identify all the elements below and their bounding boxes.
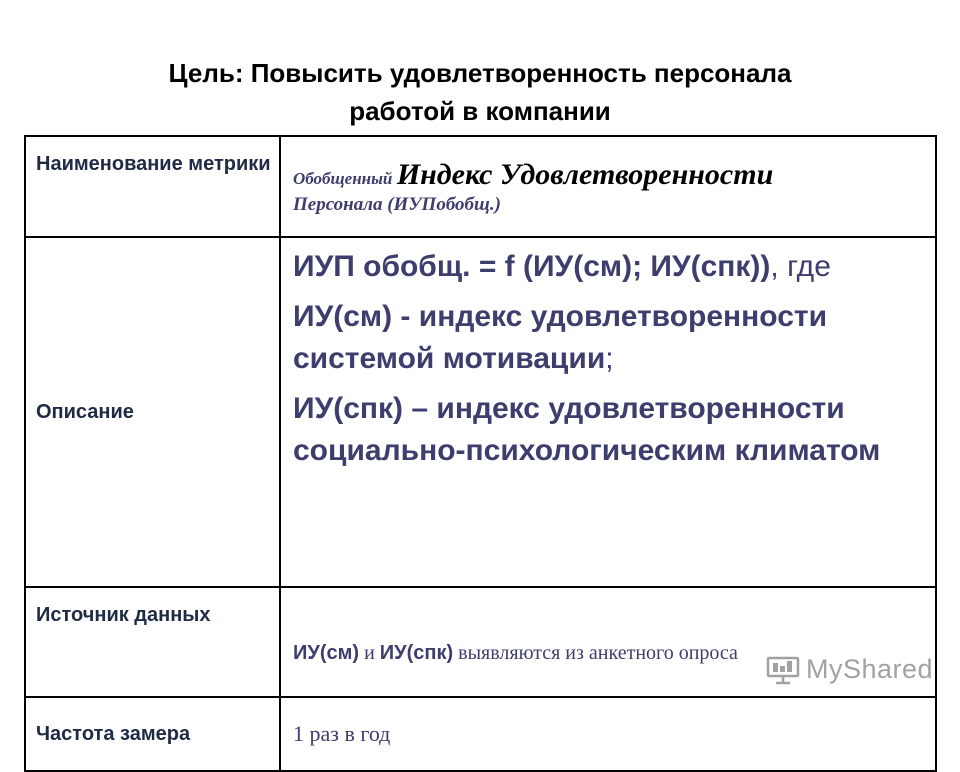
source-term-2: ИУ(спк)	[379, 641, 454, 664]
value-description	[280, 237, 936, 587]
description-item-1	[293, 296, 935, 380]
watermark-text: MyShared	[806, 654, 934, 684]
label-frequency: Частота замера	[25, 697, 280, 771]
label-metric-name: Наименование метрики	[25, 136, 280, 237]
description-formula	[293, 246, 935, 288]
item-1-term: ИУ(см)	[293, 300, 393, 333]
value-frequency: 1 раз в год	[280, 697, 936, 771]
row-frequency	[25, 697, 936, 771]
source-text: выявляются из анкетного опроса	[453, 641, 738, 664]
row-description	[25, 237, 936, 587]
title-line-1: Цель: Повысить удовлетворенность персонала	[168, 58, 792, 88]
watermark	[766, 654, 933, 685]
title-line-2: работой в компании	[349, 96, 611, 126]
metric-name-line-2: Персонала (ИУПобобщ.)	[293, 193, 501, 215]
value-metric-name	[280, 136, 936, 237]
item-2-text: – индекс удовлетворенности социально-психологическим климатом	[293, 392, 881, 467]
formula-tail: , где	[770, 250, 831, 283]
item-1-end: ;	[605, 342, 614, 375]
row-metric-name	[25, 136, 936, 237]
item-1-text: - индекс удовлетворенности системой мотивации	[293, 300, 828, 375]
slide-title	[40, 54, 920, 130]
item-2-term: ИУ(спк)	[293, 392, 404, 425]
metric-name-prefix: Обобщенный	[293, 168, 393, 188]
presentation-screen-icon	[766, 655, 800, 685]
label-data-source: Источник данных	[25, 587, 280, 697]
description-item-2	[293, 388, 935, 472]
metric-name-main: Индекс Удовлетворенности	[396, 157, 774, 191]
source-term-1: ИУ(см)	[293, 641, 360, 664]
formula-text: ИУП обобщ. = f (ИУ(см); ИУ(спк))	[293, 250, 771, 283]
source-conj: и	[359, 641, 380, 664]
label-description: Описание	[25, 237, 280, 587]
